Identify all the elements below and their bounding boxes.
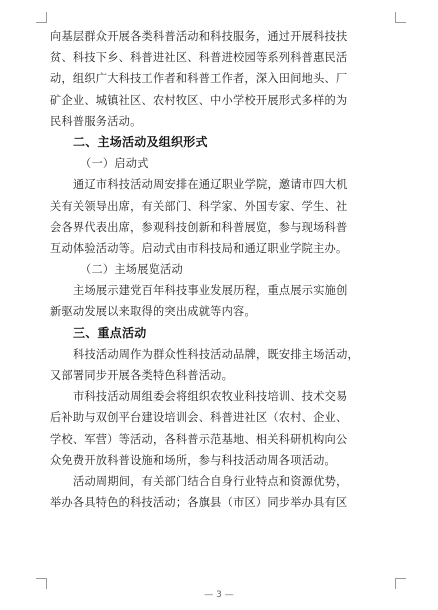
paragraph-line: 科技活动周作为群众性科技活动品牌，既安排主场活动， [73,347,359,361]
section-heading: 二、主场活动及组织形式 [73,134,208,149]
paragraph-line: 市科技活动周组委会将组织农牧业科技培训、技术交易 [73,390,348,404]
paragraph-line: 民科普服务活动。 [50,114,142,128]
paragraph-line: 互动体验活动等。启动式由市科技局和通辽职业学院主办。 [50,241,348,255]
paragraph-line: 学校、军营）等活动，各科普示范基地、相关科研机构向公 [50,432,348,446]
paragraph-line: 众免费开放科普设施和场所，参与科技活动周各项活动。 [50,453,336,467]
paragraph-line: 向基层群众开展各类科普活动和科技服务，通过开展科技扶 [50,30,348,43]
paragraph-line: 矿企业、城镇社区、农村牧区、中小学校开展形式多样的为 [50,93,348,107]
section-heading: 三、重点活动 [73,325,147,340]
paragraph-line: 又部署同步开展各类特色科普活动。 [50,369,234,382]
page-corner-mark-top-left [36,12,47,23]
subsection-heading: （二）主场展览活动 [80,263,183,277]
paragraph-line: 后补助与双创平台建设培训会、科普进社区（农村、企业、 [50,411,348,425]
page-number: — 3 — [204,590,234,600]
paragraph-line: 贫、科技下乡、科普进社区、科普进校园等系列科普惠民活 [50,51,348,65]
page-corner-mark-top-right [395,12,406,23]
subsection-heading: （一）启动式 [80,157,149,171]
paragraph-line: 通辽市科技活动周安排在通辽职业学院，邀请市四大机 [73,178,348,192]
paragraph-line: 会各界代表出席，参观科技创新和科普展览，参与现场科普 [50,220,348,234]
paragraph-line: 活动周期间，有关部门结合自身行业特点和资源优势， [73,474,348,488]
page-corner-mark-bottom-left [36,578,47,589]
paragraph-line: 主场展示建党百年科技事业发展历程，重点展示实施创 [73,284,348,298]
paragraph-line: 新驱动发展以来取得的突出成就等内容。 [50,305,256,319]
document-body [50,26,396,513]
paragraph-line: 举办各具特色的科技活动；各旗县（市区）同步举办具有区 [50,496,348,510]
paragraph-line: 关有关领导出席，有关部门、科学家、外国专家、学生、社 [50,199,348,213]
paragraph-line: 动，组织广大科技工作者和科普工作者，深入田间地头、厂 [50,72,348,86]
page-corner-mark-bottom-right [395,578,406,589]
